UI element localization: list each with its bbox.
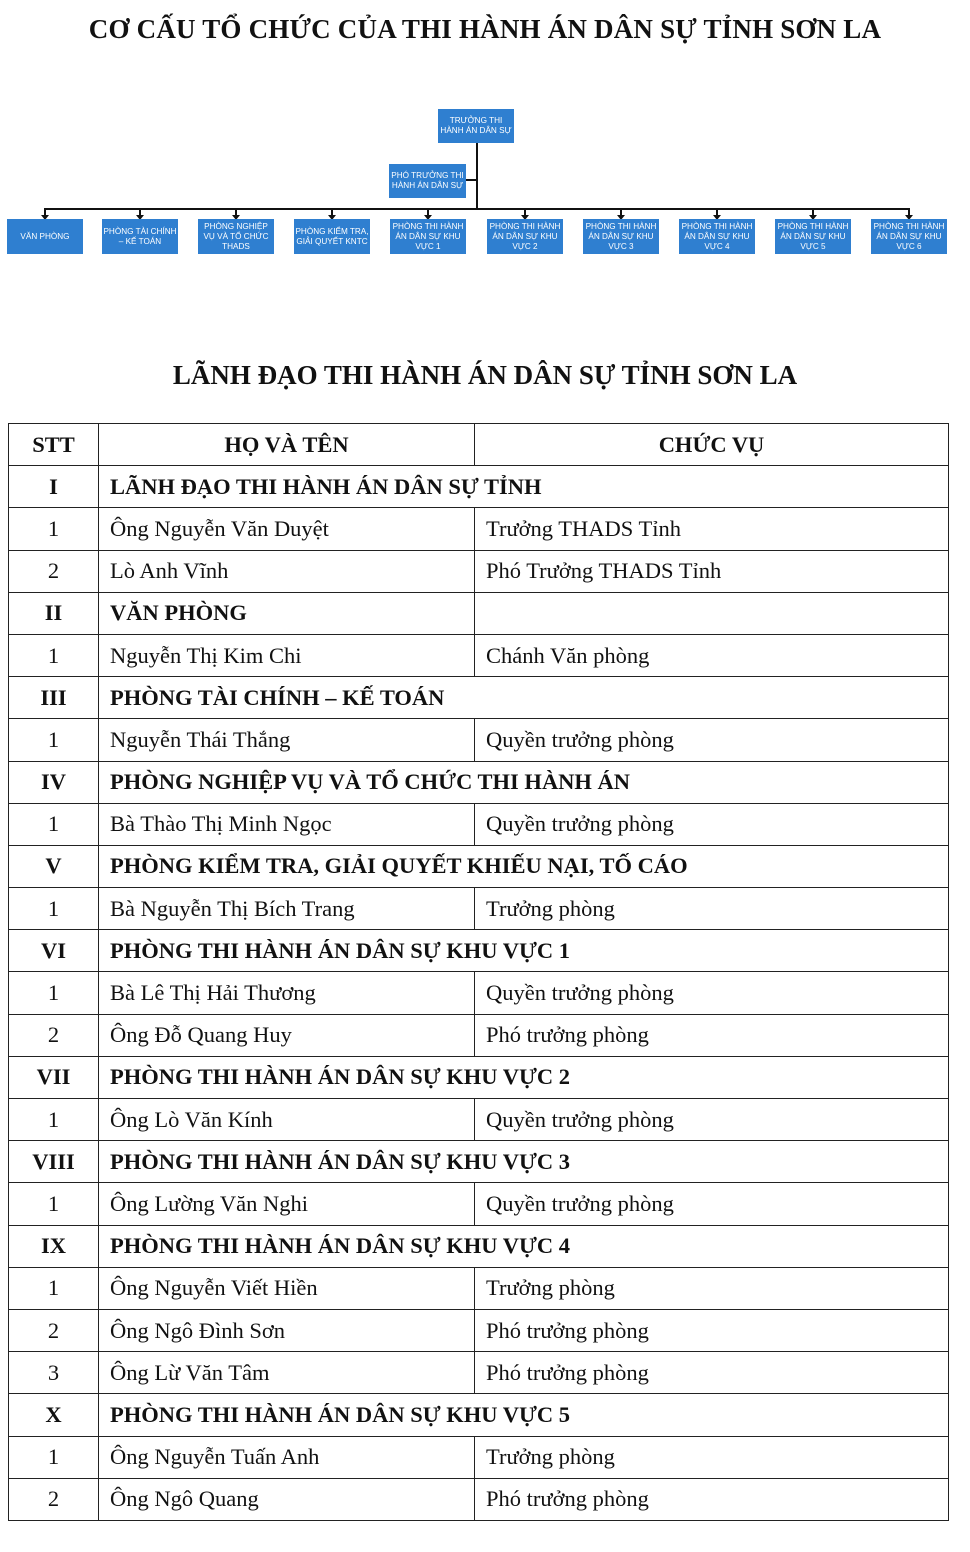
cell-name: Bà Nguyễn Thị Bích Trang	[99, 888, 475, 930]
table-group-row	[9, 677, 949, 719]
cell-position: Trưởng phòng	[475, 1267, 949, 1309]
table-header-row	[9, 424, 949, 466]
cell-stt: 3	[9, 1352, 99, 1394]
org-box-department: PHÒNG NGHIỆP VỤ VÀ TỔ CHỨC THADS	[198, 219, 274, 254]
cell-position: Phó trưởng phòng	[475, 1352, 949, 1394]
header-position: CHỨC VỤ	[475, 424, 949, 466]
cell-position: Phó trưởng phòng	[475, 1478, 949, 1520]
cell-name: PHÒNG THI HÀNH ÁN DÂN SỰ KHU VỰC 1	[99, 930, 949, 972]
org-box-department: PHÒNG THI HÀNH ÁN DÂN SỰ KHU VỰC 5	[775, 219, 851, 254]
cell-name: Ông Lường Văn Nghi	[99, 1183, 475, 1225]
table-group-row	[9, 1225, 949, 1267]
org-chart-title: CƠ CẤU TỔ CHỨC CỦA THI HÀNH ÁN DÂN SỰ TỈNH SƠN LA	[88, 14, 882, 44]
cell-stt: 2	[9, 1309, 99, 1351]
table-row	[9, 1309, 949, 1351]
leadership-table-title: LÃNH ĐẠO THI HÀNH ÁN DÂN SỰ TỈNH SƠN LA	[172, 360, 798, 390]
cell-position: Quyền trưởng phòng	[475, 803, 949, 845]
table-row	[9, 1478, 949, 1520]
org-box-deputy: PHÓ TRƯỞNG THI HÀNH ÁN DÂN SỰ	[389, 164, 466, 198]
header-name: HỌ VÀ TÊN	[99, 424, 475, 466]
org-box-department: PHÒNG THI HÀNH ÁN DÂN SỰ KHU VỰC 6	[871, 219, 947, 254]
table-group-row	[9, 930, 949, 972]
cell-name: Bà Thào Thị Minh Ngọc	[99, 803, 475, 845]
cell-stt: 1	[9, 634, 99, 676]
table-group-row	[9, 466, 949, 508]
cell-name: Ông Lò Văn Kính	[99, 1099, 475, 1141]
cell-stt: 1	[9, 1183, 99, 1225]
table-group-row	[9, 1141, 949, 1183]
connector-horizontal-bus	[44, 208, 910, 210]
table-row	[9, 888, 949, 930]
org-box-department: PHÒNG THI HÀNH ÁN DÂN SỰ KHU VỰC 4	[679, 219, 755, 254]
cell-stt: X	[9, 1394, 99, 1436]
cell-stt: 1	[9, 888, 99, 930]
table-row	[9, 508, 949, 550]
org-box-department: PHÒNG THI HÀNH ÁN DÂN SỰ KHU VỰC 3	[583, 219, 659, 254]
cell-stt: IV	[9, 761, 99, 803]
cell-name: Ông Nguyễn Viết Hiền	[99, 1267, 475, 1309]
cell-name: Ông Nguyễn Văn Duyệt	[99, 508, 475, 550]
cell-stt: V	[9, 845, 99, 887]
table-row	[9, 634, 949, 676]
leadership-table	[8, 423, 949, 1521]
cell-stt: II	[9, 592, 99, 634]
cell-name: PHÒNG THI HÀNH ÁN DÂN SỰ KHU VỰC 3	[99, 1141, 949, 1183]
table-row	[9, 1436, 949, 1478]
table-row	[9, 1099, 949, 1141]
table-group-row	[9, 592, 949, 634]
cell-stt: 1	[9, 1267, 99, 1309]
org-box-department: PHÒNG TÀI CHÍNH – KẾ TOÁN	[102, 219, 178, 254]
cell-stt: VIII	[9, 1141, 99, 1183]
cell-name: LÃNH ĐẠO THI HÀNH ÁN DÂN SỰ TỈNH	[99, 466, 949, 508]
cell-stt: I	[9, 466, 99, 508]
cell-name: PHÒNG THI HÀNH ÁN DÂN SỰ KHU VỰC 4	[99, 1225, 949, 1267]
table-group-row	[9, 845, 949, 887]
table-group-row	[9, 761, 949, 803]
cell-name: Ông Nguyễn Tuấn Anh	[99, 1436, 475, 1478]
cell-name: Ông Ngô Quang	[99, 1478, 475, 1520]
table-row	[9, 1183, 949, 1225]
table-group-row	[9, 1394, 949, 1436]
cell-position: Quyền trưởng phòng	[475, 1099, 949, 1141]
cell-stt: III	[9, 677, 99, 719]
table-row	[9, 1267, 949, 1309]
cell-name: Lò Anh Vĩnh	[99, 550, 475, 592]
table-row	[9, 550, 949, 592]
cell-stt: 1	[9, 508, 99, 550]
cell-position: Chánh Văn phòng	[475, 634, 949, 676]
org-box-head: TRƯỞNG THI HÀNH ÁN DÂN SỰ	[438, 109, 514, 143]
table-group-row	[9, 1056, 949, 1098]
cell-position: Phó trưởng phòng	[475, 1309, 949, 1351]
connector-deputy	[466, 179, 476, 181]
cell-name: VĂN PHÒNG	[99, 592, 475, 634]
cell-name: Bà Lê Thị Hải Thương	[99, 972, 475, 1014]
org-box-department: PHÒNG KIỂM TRA, GIẢI QUYẾT KNTC	[294, 219, 370, 254]
table-row	[9, 1014, 949, 1056]
org-chart	[0, 0, 970, 300]
cell-name: PHÒNG THI HÀNH ÁN DÂN SỰ KHU VỰC 2	[99, 1056, 949, 1098]
cell-name: PHÒNG THI HÀNH ÁN DÂN SỰ KHU VỰC 5	[99, 1394, 949, 1436]
table-row	[9, 972, 949, 1014]
cell-name: Nguyễn Thị Kim Chi	[99, 634, 475, 676]
cell-stt: 1	[9, 972, 99, 1014]
table-row	[9, 719, 949, 761]
cell-name: Ông Ngô Đình Sơn	[99, 1309, 475, 1351]
cell-name: PHÒNG NGHIỆP VỤ VÀ TỔ CHỨC THI HÀNH ÁN	[99, 761, 949, 803]
cell-position: Phó trưởng phòng	[475, 1014, 949, 1056]
cell-stt: 1	[9, 803, 99, 845]
cell-name: PHÒNG KIỂM TRA, GIẢI QUYẾT KHIẾU NẠI, TỐ CÁO	[99, 845, 949, 887]
cell-name: Ông Đỗ Quang Huy	[99, 1014, 475, 1056]
org-box-department: PHÒNG THI HÀNH ÁN DÂN SỰ KHU VỰC 1	[390, 219, 466, 254]
cell-stt: 2	[9, 1478, 99, 1520]
cell-stt: 1	[9, 719, 99, 761]
cell-name: Ông Lừ Văn Tâm	[99, 1352, 475, 1394]
table-row	[9, 803, 949, 845]
cell-position: Quyền trưởng phòng	[475, 972, 949, 1014]
table-row	[9, 1352, 949, 1394]
cell-position: Quyền trưởng phòng	[475, 719, 949, 761]
org-box-department: VĂN PHÒNG	[7, 219, 83, 254]
cell-position: Trưởng phòng	[475, 1436, 949, 1478]
cell-stt: IX	[9, 1225, 99, 1267]
cell-position: Trưởng phòng	[475, 888, 949, 930]
cell-stt: VI	[9, 930, 99, 972]
cell-stt: 2	[9, 1014, 99, 1056]
cell-stt: 1	[9, 1436, 99, 1478]
cell-stt: VII	[9, 1056, 99, 1098]
cell-position	[475, 592, 949, 634]
org-box-department: PHÒNG THI HÀNH ÁN DÂN SỰ KHU VỰC 2	[487, 219, 563, 254]
header-stt: STT	[9, 424, 99, 466]
connector-head-down	[476, 143, 478, 209]
cell-position: Quyền trưởng phòng	[475, 1183, 949, 1225]
cell-name: Nguyễn Thái Thắng	[99, 719, 475, 761]
cell-position: Trưởng THADS Tỉnh	[475, 508, 949, 550]
cell-stt: 2	[9, 550, 99, 592]
cell-name: PHÒNG TÀI CHÍNH – KẾ TOÁN	[99, 677, 949, 719]
cell-stt: 1	[9, 1099, 99, 1141]
cell-position: Phó Trưởng THADS Tỉnh	[475, 550, 949, 592]
